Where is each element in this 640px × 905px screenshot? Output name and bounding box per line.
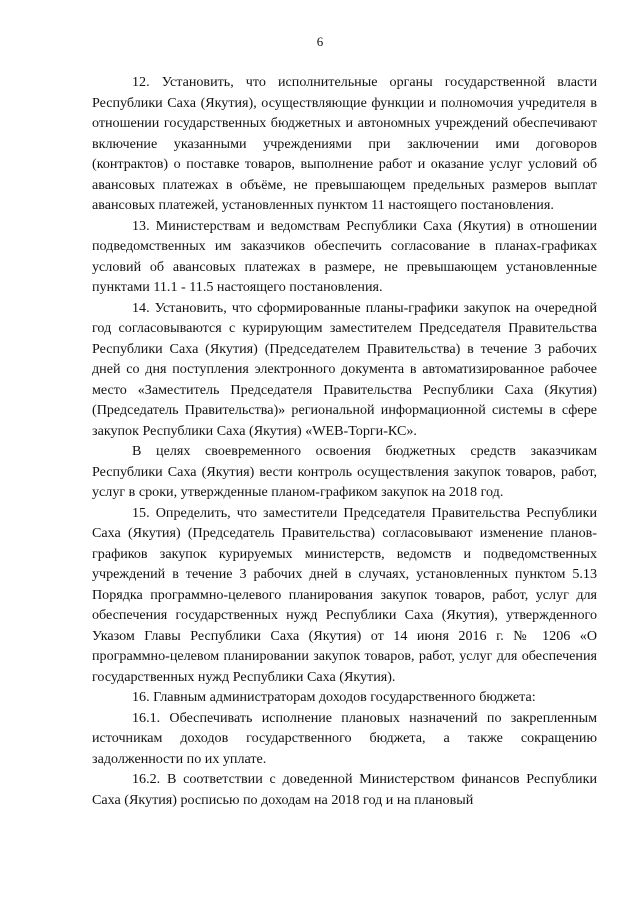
paragraph-14-note: В целях своевременного освоения бюджетных средств заказчикам Республики Саха (Якутия) вести контроль осуществления закупок товаров, работ, услуг в сроки, утвержденные планом-графиком закупок на 2018 год.	[92, 443, 597, 500]
paragraph-16: 16. Главным администраторам доходов государственного бюджета:	[132, 689, 536, 705]
document-body	[92, 72, 597, 810]
paragraph-16-1: 16.1. Обеспечивать исполнение плановых назначений по закрепленным источникам доходов государственного бюджета, а также сокращению задолженности по их уплате.	[92, 709, 597, 767]
paragraph-15: 15. Определить, что заместители Председателя Правительства Республики Саха (Якутия) (Председатель Правительства) согласовывают изменение планов-графиков закупок курируемых министерств, ведомств и подведомственных учреждений в течение 3 рабочих дней в случаях, установленных пунктом 5.13 Порядка программно-целевого планирования закупок товаров, работ, услуг для обеспечения государственных нужд Республики Саха (Якутия), утвержденного Указом Главы Республики Саха (Якутия) от 14 июня 2016 г. № 1206 «О программно-целевом планировании закупок товаров, работ, услуг для обеспечения государственных нужд Республики Саха (Якутия).	[92, 504, 597, 685]
paragraph-14: 14. Установить, что сформированные планы-графики закупок на очередной год согласовываются с курирующим заместителем Председателя Правительства Республики Саха (Якутия) (Председателем Правительства) в течение 3 рабочих дней со дня поступления электронного документа в автоматизированное рабочее место «Заместитель Председателя Правительства Республики Саха (Якутия) (Председатель Правительства)» региональной информационной системы в сфере закупок Республики Саха (Якутия) «WEB-Торги-КС».	[92, 299, 597, 439]
paragraph-16-2: 16.2. В соответствии с доведенной Министерством финансов Республики Саха (Якутия) росписью по доходам на 2018 год и на плановый	[92, 771, 597, 808]
paragraph-12: 12. Установить, что исполнительные органы государственной власти Республики Саха (Якутия), осуществляющие функции и полномочия учредителя в отношении государственных бюджетных и автономных учреждений обеспечивают включение указанными учреждениями при заключении ими договоров (контрактов) о поставке товаров, выполнение работ и оказание услуг условий об авансовых платежах в объёме, не превышающем предельных размеров выплат авансовых платежей, установленных пунктом 11 настоящего постановления.	[92, 74, 597, 213]
page-number: 6	[316, 34, 324, 49]
paragraph-13: 13. Министерствам и ведомствам Республики Саха (Якутия) в отношении подведомственных им заказчиков обеспечить согласование в планах-графиках условий об авансовых платежах в размере, не превышающем установленные пунктами 11.1 - 11.5 настоящего постановления.	[92, 217, 597, 295]
